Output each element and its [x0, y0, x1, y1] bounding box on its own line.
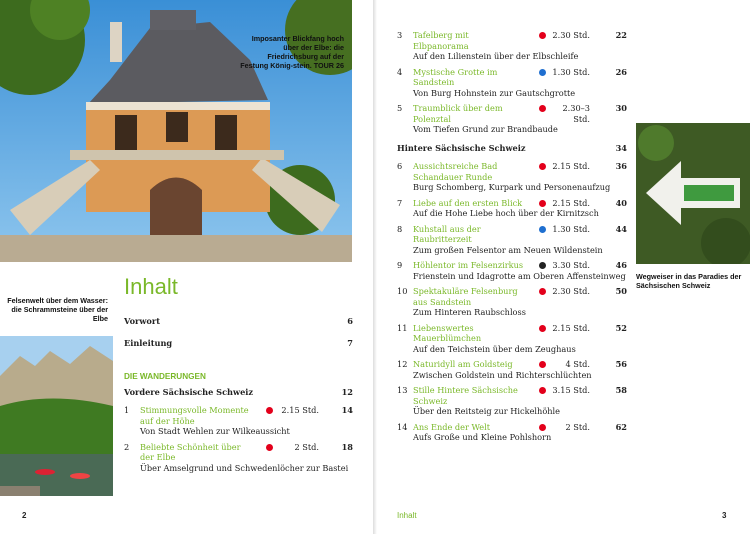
tour-page: 22	[615, 30, 627, 40]
toc-left	[124, 316, 353, 478]
toc-label: Vordere Sächsische Schweiz	[124, 386, 254, 397]
tour-entry[interactable]	[397, 103, 627, 135]
tour-title: Tafelberg mit Elbpanorama	[413, 30, 469, 51]
tour-list-left	[124, 405, 353, 473]
tour-number: 9	[397, 260, 403, 270]
tour-number: 7	[397, 197, 403, 208]
toc-page: 6	[347, 316, 353, 326]
left-page	[0, 0, 373, 534]
tour-entry[interactable]	[397, 198, 627, 219]
page-number-right: 3	[722, 511, 727, 520]
difficulty-dot-icon	[539, 262, 546, 269]
tour-page: 14	[341, 405, 353, 415]
tour-title: Mystische Grotte im Sandstein	[413, 66, 498, 87]
tour-number: 5	[397, 103, 403, 113]
page-number-left: 2	[22, 511, 27, 520]
tour-title: Liebenswertes Mauerblümchen	[413, 322, 482, 343]
tour-subtitle: Auf den Teichstein über dem Zeughaus	[413, 343, 576, 354]
tour-number: 8	[397, 223, 403, 234]
tour-subtitle: Auf den Lilienstein über der Elbschleife	[413, 51, 579, 61]
tour-title: Ans Ende der Welt	[413, 421, 491, 432]
tour-subtitle: Von Stadt Wehlen zur Wilkeaussicht	[140, 426, 290, 436]
toc-page: 34	[615, 142, 627, 153]
difficulty-dot-icon	[539, 387, 546, 394]
difficulty-dot-icon	[266, 407, 273, 414]
tour-number: 2	[124, 441, 130, 452]
section-wanderungen: DIE WANDERUNGEN	[124, 372, 206, 381]
tour-title: Beliebte Schönheit über der Elbe	[140, 441, 241, 462]
tour-page: 58	[615, 385, 627, 395]
tour-entry[interactable]	[397, 359, 627, 380]
tour-title: Liebe auf den ersten Blick	[413, 197, 523, 208]
tour-subtitle: Von Burg Hohnstein zur Gautschgrotte	[413, 87, 576, 98]
toc-page: 12	[341, 386, 353, 397]
difficulty-dot-icon	[539, 226, 546, 233]
tour-title: Kuhstall aus der Raubritterzeit	[413, 223, 481, 244]
tour-entry[interactable]	[397, 161, 627, 193]
tour-page: 46	[615, 260, 627, 270]
tour-number: 13	[397, 385, 408, 395]
tour-entry[interactable]	[397, 385, 627, 417]
toc-label: Vorwort	[124, 316, 160, 326]
tour-duration: 2.30 Std.	[552, 30, 590, 40]
tour-list-right-a	[397, 30, 627, 135]
tour-entry[interactable]	[397, 30, 627, 62]
tour-duration: 2.30 Std.	[552, 286, 590, 296]
toc-label: Hintere Sächsische Schweiz	[397, 142, 526, 153]
tour-entry[interactable]	[397, 286, 627, 318]
toc-right	[397, 30, 627, 448]
tour-page: 40	[615, 197, 627, 208]
toc-page: 7	[347, 337, 353, 348]
toc-vorwort[interactable]	[124, 316, 353, 327]
tour-page: 30	[615, 103, 627, 113]
tour-page: 26	[615, 66, 627, 77]
tour-subtitle: Zwischen Goldstein und Richterschlüchten	[413, 369, 592, 380]
difficulty-dot-icon	[539, 105, 546, 112]
tour-subtitle: Über Amselgrund und Schwedenlöcher zur Bastei	[140, 462, 349, 473]
tour-subtitle: Über den Reitsteig zur Hickelhöhle	[413, 406, 560, 416]
caption-main-photo: Imposanter Blickfang hoch über der Elbe: die Friedrichsburg auf der Festung König-stein. TOUR 26	[240, 34, 344, 70]
tour-duration: 2.15 Std.	[552, 161, 590, 171]
photo-wegweiser	[636, 123, 750, 264]
tour-number: 3	[397, 30, 403, 40]
tour-entry[interactable]	[124, 442, 353, 474]
tour-number: 11	[397, 322, 408, 333]
tour-number: 4	[397, 66, 403, 77]
tour-number: 1	[124, 405, 130, 415]
tour-duration: 1.30 Std.	[552, 66, 590, 77]
tour-duration: 2.30–3 Std.	[562, 103, 590, 124]
tour-duration: 2 Std.	[565, 421, 590, 432]
tour-subtitle: Vom Tiefen Grund zur Brandbaude	[413, 124, 558, 134]
difficulty-dot-icon	[539, 200, 546, 207]
tour-duration: 1.30 Std.	[552, 223, 590, 234]
tour-page: 36	[615, 161, 627, 171]
tour-subtitle: Zum Hinteren Raubschloss	[413, 307, 526, 317]
difficulty-dot-icon	[539, 325, 546, 332]
page-title: Inhalt	[124, 274, 178, 299]
tour-title: Höhlentor im Felsenzirkus	[413, 260, 524, 270]
tour-duration: 2 Std.	[294, 441, 319, 452]
difficulty-dot-icon	[539, 288, 546, 295]
tour-title: Stimmungsvolle Momente auf der Höhe	[140, 405, 249, 426]
tour-number: 6	[397, 161, 403, 171]
difficulty-dot-icon	[539, 32, 546, 39]
tour-subtitle: Aufs Große und Kleine Pohlshorn	[413, 432, 552, 442]
difficulty-dot-icon	[539, 424, 546, 431]
tour-page: 56	[615, 359, 627, 369]
toc-einleitung[interactable]	[124, 338, 353, 349]
caption-small-photo: Felsenwelt über dem Wasser: die Schrammsteine über der Elbe	[7, 296, 108, 323]
tour-number: 14	[397, 421, 408, 432]
tour-entry[interactable]	[397, 323, 627, 355]
tour-number: 10	[397, 286, 408, 296]
tour-duration: 2.15 Std.	[552, 197, 590, 208]
tour-subtitle: Auf die Hohe Liebe hoch über der Kirnitzsch	[413, 208, 599, 218]
difficulty-dot-icon	[539, 69, 546, 76]
tour-entry[interactable]	[397, 422, 627, 443]
tour-duration: 4 Std.	[565, 359, 590, 369]
footer-label: Inhalt	[397, 511, 417, 520]
tour-page: 18	[341, 441, 353, 452]
difficulty-dot-icon	[539, 361, 546, 368]
tour-title: Aussichtsreiche Bad Schandauer Runde	[413, 161, 498, 182]
tour-duration: 2.15 Std.	[281, 405, 319, 415]
tour-title: Stille Hintere Sächsische Schweiz	[413, 385, 518, 406]
tour-page: 50	[615, 286, 627, 296]
tour-page: 44	[615, 223, 627, 234]
toc-vordere[interactable]	[124, 387, 353, 398]
tour-page: 52	[615, 322, 627, 333]
difficulty-dot-icon	[539, 163, 546, 170]
toc-label: Einleitung	[124, 337, 173, 348]
caption-sign-photo: Wegweiser in das Paradies der Sächsischen Schweiz	[636, 272, 742, 290]
tour-entry[interactable]	[124, 405, 353, 437]
tour-number: 12	[397, 359, 408, 369]
tour-page: 62	[615, 421, 627, 432]
tour-entry[interactable]	[397, 67, 627, 99]
tour-duration: 3.15 Std.	[552, 385, 590, 395]
toc-hintere[interactable]	[397, 143, 627, 154]
difficulty-dot-icon	[266, 444, 273, 451]
tour-title: Traumblick über dem Polenztal	[413, 103, 503, 124]
tour-subtitle: Zum großen Felsentor am Neuen Wildenstein	[413, 244, 603, 255]
photo-schrammsteine	[0, 336, 113, 496]
tour-list-right-b	[397, 161, 627, 443]
tour-title: Naturidyll am Goldsteig	[413, 359, 513, 369]
tour-subtitle: Frienstein und Idagrotte am Oberen Affensteinweg	[413, 270, 626, 281]
tour-duration: 2.15 Std.	[552, 322, 590, 333]
tour-title: Spektakuläre Felsenburg aus Sandstein	[413, 286, 518, 307]
tour-subtitle: Burg Schomberg, Kurpark und Personenaufzug	[413, 182, 611, 192]
tour-entry[interactable]	[397, 224, 627, 256]
tour-duration: 3.30 Std.	[552, 260, 590, 270]
tour-entry[interactable]	[397, 260, 627, 281]
